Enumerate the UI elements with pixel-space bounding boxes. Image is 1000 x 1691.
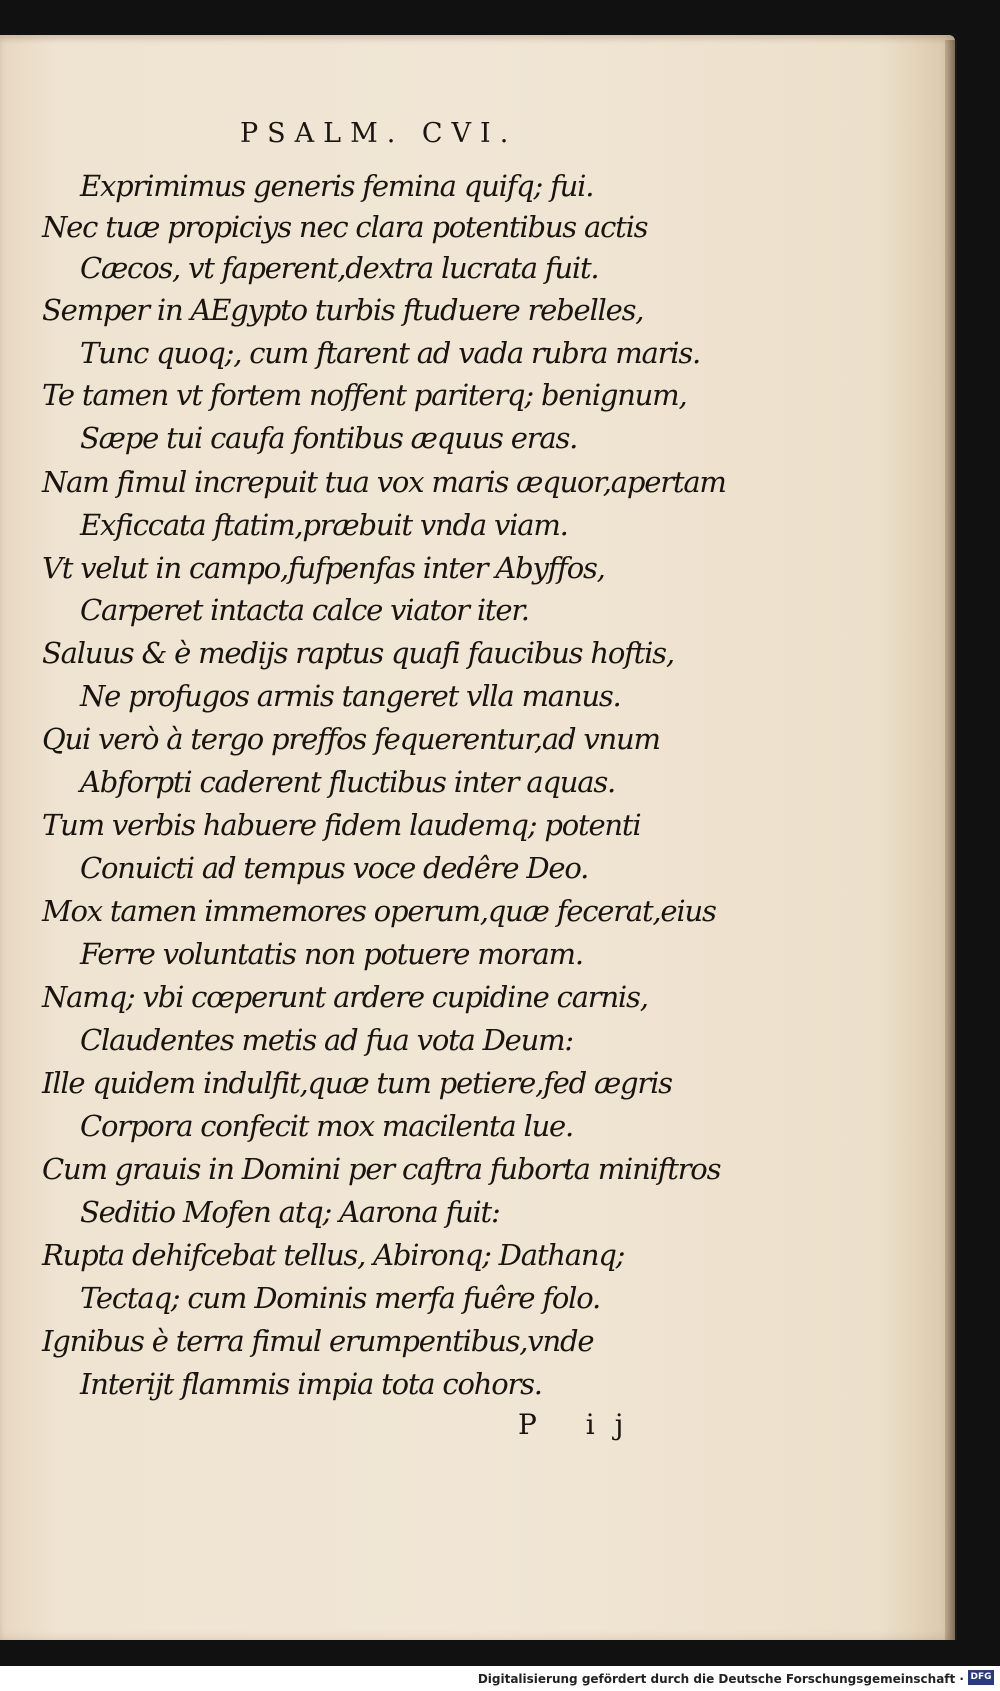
verse-line: Te tamen vt fortem noffent pariterq; benignum, (42, 378, 687, 412)
verse-line: Qui verò à tergo preffos fequerentur,ad vnum (42, 722, 660, 756)
verse-line: Conuicti ad tempus voce dedêre Deo. (80, 851, 589, 885)
verse-line: Nam fimul increpuit tua vox maris æquor,apertam (42, 465, 726, 499)
verse-line: Claudentes metis ad fua vota Deum: (80, 1023, 573, 1057)
verse-line: Ne profugos armis tangeret vlla manus. (80, 679, 621, 713)
verse-line: Mox tamen immemores operum,quæ fecerat,eius (42, 894, 716, 928)
verse-line: Tectaq; cum Dominis merfa fuêre folo. (80, 1281, 600, 1315)
verse-line: Exficcata ftatim,præbuit vnda viam. (80, 508, 568, 542)
verse-line: Cæcos, vt faperent,dextra lucrata fuit. (80, 251, 599, 285)
verse-line: Cum grauis in Domini per caftra fuborta miniftros (42, 1152, 721, 1186)
signature-mark: P ij (518, 1408, 644, 1441)
verse-line: Ferre voluntatis non potuere moram. (80, 937, 583, 971)
verse-line: Vt velut in campo,fufpenfas inter Abyffos, (42, 551, 605, 585)
verse-line: Ille quidem indulfit,quæ tum petiere,fed ægris (42, 1066, 672, 1100)
verse-line: Carperet intacta calce viator iter. (80, 593, 529, 627)
verse-line: Tum verbis habuere fidem laudemq; potenti (42, 808, 641, 842)
verse-line: Tunc quoq;, cum ftarent ad vada rubra maris. (80, 336, 701, 370)
running-header: PSALM. CVI. (240, 118, 518, 149)
funding-credit: Digitalisierung gefördert durch die Deutsche Forschungsgemeinschaft · (477, 1672, 964, 1686)
verse-line: Namq; vbi cœperunt ardere cupidine carnis, (42, 980, 648, 1014)
page-edge (945, 40, 957, 1640)
verse-line: Exprimimus generis femina quifq; fui. (80, 169, 594, 203)
verse-line: Sæpe tui caufa fontibus æquus eras. (80, 421, 578, 455)
verse-line: Interijt flammis impia tota cohors. (80, 1367, 542, 1401)
verse-line: Corpora confecit mox macilenta lue. (80, 1109, 574, 1143)
verse-line: Rupta dehifcebat tellus, Abironq; Dathanq; (42, 1238, 625, 1272)
verse-line: Semper in AEgypto turbis ftuduere rebelles, (42, 293, 644, 327)
verse-line: Ignibus è terra fimul erumpentibus,vnde (42, 1324, 594, 1358)
verse-line: Seditio Mofen atq; Aarona fuit: (80, 1195, 500, 1229)
verse-line: Saluus & è medijs raptus quafi faucibus hoftis, (42, 636, 674, 670)
verse-line: Abforpti caderent fluctibus inter aquas. (80, 765, 616, 799)
verse-line: Nec tuæ propiciys nec clara potentibus actis (42, 210, 648, 244)
dfg-logo: DFG (968, 1670, 994, 1685)
